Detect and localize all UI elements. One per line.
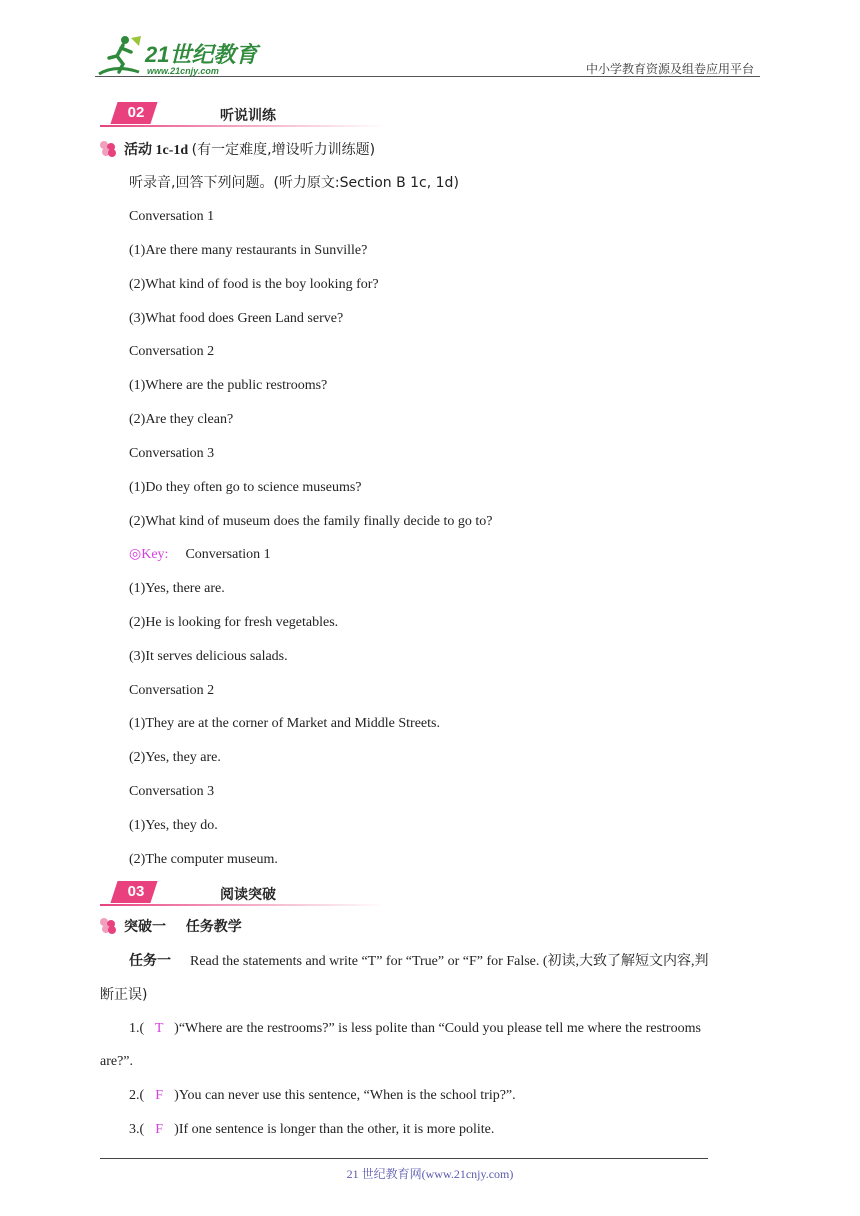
item-text: )If one sentence is longer than the other, it is more polite.	[174, 1122, 495, 1137]
activity-label: 活动	[124, 142, 152, 158]
item-number: 2.(	[129, 1088, 145, 1103]
question-line: Conversation 2	[129, 344, 215, 359]
footer-text[interactable]: 21 世纪教育网(www.21cnjy.com)	[346, 1167, 514, 1181]
listening-instruction: 听录音,回答下列问题。(听力原文:Section B 1c, 1d)	[129, 175, 459, 191]
key-heading	[129, 546, 271, 564]
item-text: )“Where are the restrooms?” is less polite than “Could you please tell me where the restrooms	[174, 1021, 701, 1036]
question-line: (2)What kind of museum does the family finally decide to go to?	[129, 514, 493, 529]
footer-divider	[100, 1158, 708, 1159]
section-underline	[100, 125, 385, 127]
question-line: (1)Do they often go to science museums?	[129, 480, 362, 495]
header-divider	[95, 76, 760, 77]
page-header	[95, 28, 760, 80]
breakthrough-title: 任务教学	[185, 919, 242, 935]
logo-url: www.21cnjy.com	[147, 66, 219, 76]
tf-item	[129, 1121, 494, 1139]
key-line: (2)Yes, they are.	[129, 750, 221, 765]
task-text-cont: 断正误)	[100, 987, 148, 1003]
task-label: 任务一	[129, 953, 171, 969]
key-line: (1)They are at the corner of Market and Middle Streets.	[129, 716, 440, 731]
breakthrough-label: 突破一	[124, 919, 166, 935]
question-line: (2)Are they clean?	[129, 412, 234, 427]
task-text: Read the statements and write “T” for “True” or “F” for False. (初读,大致了解短文内容,判	[190, 954, 709, 969]
question-line: (3)What food does Green Land serve?	[129, 311, 344, 326]
section-title: 听说训练	[220, 108, 276, 124]
key-line: (2)The computer museum.	[129, 852, 278, 867]
question-line: (2)What kind of food is the boy looking for?	[129, 277, 379, 292]
item-number: 1.(	[129, 1021, 145, 1036]
section-title: 阅读突破	[220, 887, 276, 903]
runner-logo-icon	[95, 34, 143, 76]
item-answer[interactable]: F	[155, 1122, 164, 1137]
question-line: Conversation 1	[129, 209, 215, 224]
tf-item	[129, 1087, 516, 1105]
section-underline	[100, 904, 385, 906]
item-answer[interactable]: F	[155, 1088, 164, 1103]
tf-item	[129, 1020, 701, 1038]
section-header-listening	[100, 101, 385, 127]
item-text: )You can never use this sentence, “When is the school trip?”.	[174, 1088, 516, 1103]
key-label: ◎Key:	[129, 547, 169, 562]
key-line: Conversation 2	[129, 683, 215, 698]
platform-title: 中小学教育资源及组卷应用平台	[585, 62, 754, 76]
section-number: 02	[127, 104, 145, 121]
site-logo[interactable]	[95, 34, 265, 76]
section-number: 03	[127, 883, 145, 900]
flower-bullet-icon	[100, 918, 116, 934]
key-first-line: Conversation 1	[185, 547, 271, 562]
task-line	[129, 952, 709, 971]
logo-text: 21世纪教育	[145, 42, 258, 67]
tf-item-cont: are?”.	[100, 1054, 134, 1069]
key-line: (1)Yes, there are.	[129, 581, 225, 596]
key-line: (2)He is looking for fresh vegetables.	[129, 615, 339, 630]
flower-bullet-icon	[100, 141, 116, 157]
activity-note: (有一定难度,增设听力训练题)	[191, 142, 376, 158]
activity-heading	[124, 141, 375, 160]
section-header-reading	[100, 880, 385, 906]
question-line: (1)Are there many restaurants in Sunville?	[129, 243, 368, 258]
breakthrough-heading	[124, 918, 242, 936]
key-line: (3)It serves delicious salads.	[129, 649, 288, 664]
item-number: 3.(	[129, 1122, 145, 1137]
activity-code: 1c-1d	[155, 143, 189, 158]
key-line: (1)Yes, they do.	[129, 818, 218, 833]
key-line: Conversation 3	[129, 784, 215, 799]
question-line: (1)Where are the public restrooms?	[129, 378, 328, 393]
question-line: Conversation 3	[129, 446, 215, 461]
item-answer[interactable]: T	[154, 1021, 164, 1036]
